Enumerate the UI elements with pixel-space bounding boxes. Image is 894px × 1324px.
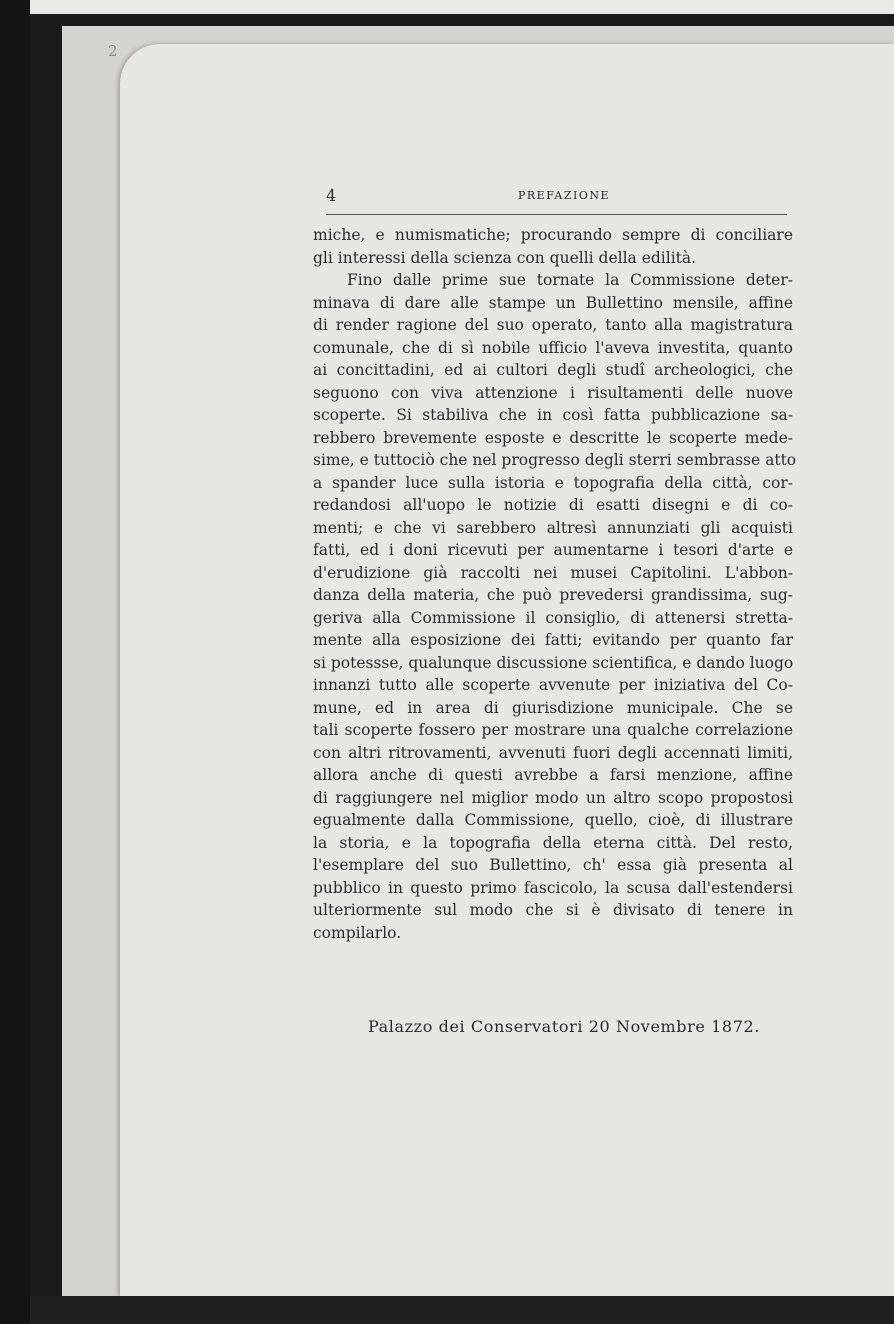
text-line: tali scoperte fossero per mostrare una qualche correlazione: [313, 721, 793, 739]
text-line: gli interessi della scienza con quelli della edilità.: [313, 248, 697, 267]
text-line: comunale, che di sì nobile ufficio l'aveva investita, quanto: [313, 338, 793, 357]
text-line: Fino dalle prime sue tornate la Commissione deter-: [347, 271, 793, 289]
text-line: compilarlo.: [313, 923, 402, 942]
text-line: danza della materia, che può prevedersi grandissima, sug-: [313, 586, 793, 604]
text-line: geriva alla Commissione il consiglio, di attenersi stretta-: [313, 608, 793, 627]
corner-mark: 2: [108, 42, 118, 60]
text-line: rebbero brevemente esposte e descritte le scoperte mede-: [313, 428, 793, 447]
text-line: di render ragione del suo operato, tanto alla magistratura: [313, 316, 793, 334]
text-line: mente alla esposizione dei fatti; evitando per quanto far: [313, 631, 793, 649]
scan-bottom-edge: [30, 1296, 894, 1324]
text-line: la storia, e la topografia della eterna città. Del resto,: [313, 833, 793, 852]
running-title: PREFAZIONE: [518, 189, 610, 202]
text-line: si potessse, qualunque discussione scientifica, e dando luogo: [313, 653, 794, 672]
text-line: con altri ritrovamenti, avvenuti fuori degli accennati limiti,: [313, 743, 793, 762]
text-line: ai concittadini, ed ai cultori degli studî archeologici, che: [313, 361, 793, 379]
text-line: allora anche di questi avrebbe a farsi menzione, affine: [313, 766, 793, 784]
text-line: sime, e tuttociò che nel progresso degli sterri sembrasse atto: [313, 451, 797, 469]
text-line: scoperte. Si stabiliva che in così fatta pubblicazione sa-: [313, 406, 793, 424]
text-line: pubblico in questo primo fascicolo, la scusa dall'estendersi: [313, 878, 793, 897]
text-line: seguono con viva attenzione i risultamenti delle nuove: [313, 383, 793, 402]
text-line: minava di dare alle stampe un Bullettino mensile, affine: [313, 293, 793, 312]
text-line: miche, e numismatiche; procurando sempre di conciliare: [313, 226, 793, 244]
text-line: mune, ed in area di giurisdizione municipale. Che se: [313, 698, 793, 717]
signature-line: Palazzo dei Conservatori 20 Novembre 1872.: [368, 1017, 760, 1036]
text-line: d'erudizione già raccolti nei musei Capitolini. L'abbon-: [313, 563, 793, 582]
text-line: innanzi tutto alle scoperte avvenute per iniziativa del Co-: [313, 676, 793, 694]
text-line: egualmente dalla Commissione, quello, cioè, di illustrare: [313, 811, 793, 829]
book-spine-shadow: [0, 0, 30, 1324]
text-line: redandosi all'uopo le notizie di esatti disegni e di co-: [313, 496, 793, 514]
text-line: menti; e che vi sarebbero altresì annunziati gli acquisti: [313, 518, 793, 537]
body-text: [313, 224, 797, 944]
text-line: di raggiungere nel miglior modo un altro scopo propostosi: [313, 788, 793, 807]
text-line: ulteriormente sul modo che si è divisato di tenere in: [313, 901, 793, 919]
text-line: fatti, ed i doni ricevuti per aumentarne i tesori d'arte e: [313, 541, 793, 559]
running-head: [326, 186, 787, 206]
page-number: 4: [326, 186, 337, 205]
header-rule: [326, 214, 787, 215]
scan-top-margin: [0, 0, 894, 14]
text-line: a spander luce sulla istoria e topografia della città, cor-: [313, 473, 793, 492]
text-line: l'esemplare del suo Bullettino, ch' essa già presenta al: [313, 856, 793, 874]
